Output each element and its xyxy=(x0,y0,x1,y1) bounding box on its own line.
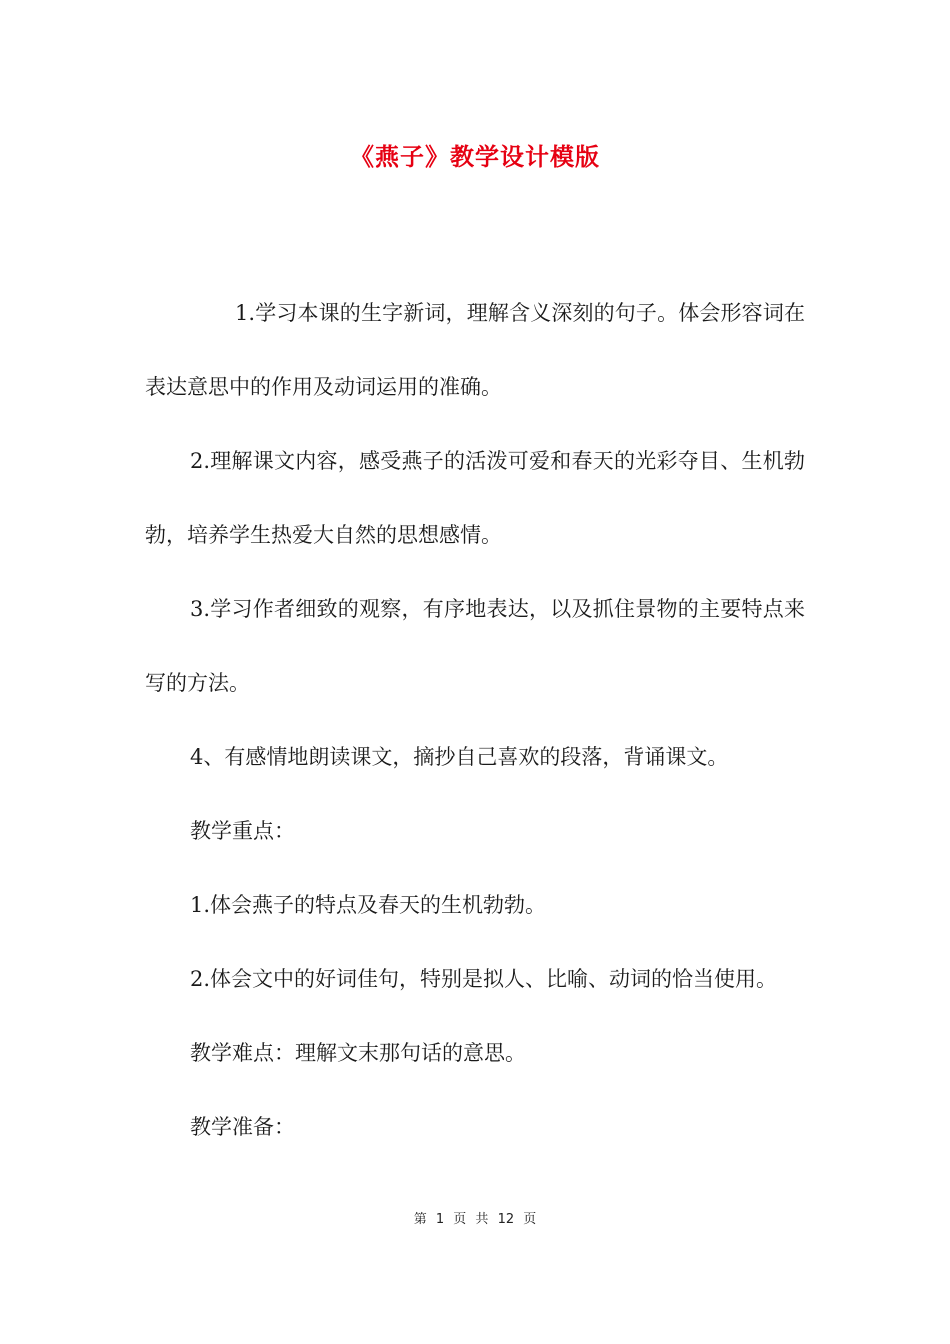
paragraph-objective-3: 3.学习作者细致的观察，有序地表达，以及抓住景物的主要特点来写的方法。 xyxy=(145,597,805,695)
document-title: 《燕子》教学设计模版 xyxy=(350,142,600,171)
footer-current-page: 1 xyxy=(435,1212,445,1227)
footer-prefix: 第 xyxy=(413,1212,427,1227)
heading-key-points: 教学重点： xyxy=(190,819,295,843)
paragraph-objective-2: 2.理解课文内容，感受燕子的活泼可爱和春天的光彩夺目、生机勃勃，培养学生热爱大自然的思想感情。 xyxy=(145,449,805,547)
footer-middle: 页 共 xyxy=(453,1212,489,1227)
page-footer xyxy=(0,1208,950,1227)
document-body xyxy=(145,276,805,1164)
footer-total-pages: 12 xyxy=(497,1212,515,1227)
heading-preparation: 教学准备： xyxy=(190,1115,295,1139)
paragraph-difficulty: 教学难点：理解文末那句话的意思。 xyxy=(190,1041,526,1065)
paragraph-key-point-2: 2.体会文中的好词佳句，特别是拟人、比喻、动词的恰当使用。 xyxy=(190,967,778,991)
paragraph-objective-4: 4、有感情地朗读课文，摘抄自己喜欢的段落，背诵课文。 xyxy=(190,745,729,769)
footer-suffix: 页 xyxy=(523,1212,537,1227)
paragraph-key-point-1: 1.体会燕子的特点及春天的生机勃勃。 xyxy=(190,893,547,917)
paragraph-objective-1: 1.学习本课的生字新词，理解含义深刻的句子。体会形容词在表达意思中的作用及动词运用的准确。 xyxy=(145,301,805,399)
